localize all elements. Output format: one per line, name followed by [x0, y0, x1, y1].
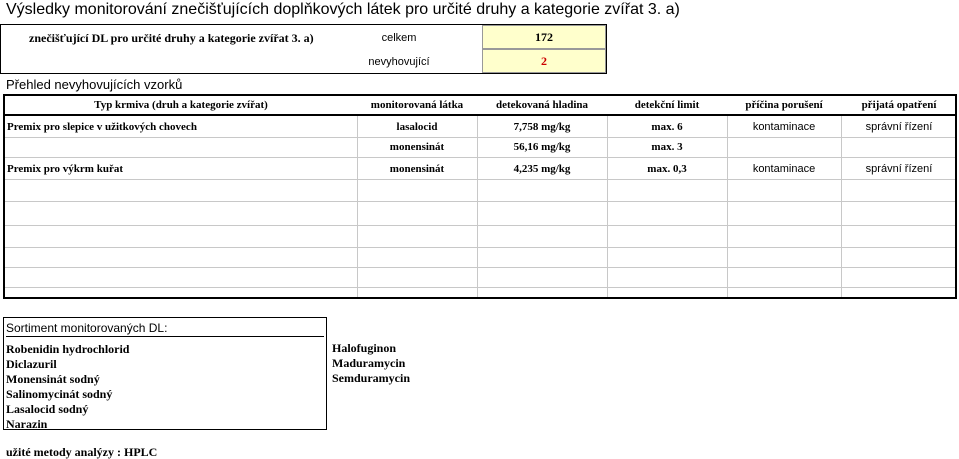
cell-feed-type [7, 138, 357, 157]
table-row [5, 138, 955, 158]
list-item: Narazin [6, 417, 48, 431]
cell-measures [841, 138, 957, 157]
grid-line [607, 116, 608, 297]
grid-line [357, 116, 358, 297]
cell-measures: správní řízení [865, 163, 933, 175]
table-row [5, 116, 955, 138]
cell-substance: monensinát [389, 141, 445, 153]
cell-detection-limit: max. 3 [651, 141, 683, 153]
empty-row [5, 248, 955, 268]
list-item: Monensinát sodný [6, 372, 100, 386]
header-detection-limit: detekční limit [634, 99, 700, 111]
summary-box [0, 24, 607, 74]
analysis-method: užité metody analýzy : HPLC [6, 445, 158, 459]
header-measures: přijatá opatření [861, 99, 937, 111]
list-item: Maduramycin [332, 356, 406, 370]
list-item: Lasalocid sodný [6, 402, 89, 416]
empty-row [5, 226, 955, 248]
cell-feed-type: Premix pro výkrm kuřat [7, 163, 123, 175]
summary-label: znečišťující DL pro určité druhy a kategorie zvířat 3. a) [29, 31, 314, 45]
table-row [5, 158, 955, 180]
grid-line [841, 116, 842, 297]
list-item: Semduramycin [332, 371, 410, 385]
cell-detected-level: 7,758 mg/kg [513, 121, 571, 133]
cell-detected-level: 56,16 mg/kg [513, 141, 571, 153]
empty-row [5, 268, 955, 288]
cell-feed-type: Premix pro slepice v užitkových chovech [7, 121, 197, 133]
section-title: Přehled nevyhovujících vzorků [6, 77, 183, 92]
nonconforming-label: nevyhovující [368, 56, 430, 68]
cell-substance: monensinát [389, 163, 445, 175]
cell-detected-level: 4,235 mg/kg [513, 163, 571, 175]
header-cause: příčina porušení [745, 99, 823, 111]
grid-line [477, 116, 478, 297]
cell-detection-limit: max. 6 [651, 121, 683, 133]
empty-row [5, 202, 955, 226]
assortment-title: Sortiment monitorovaných DL: [6, 320, 324, 337]
assortment-box [3, 317, 327, 430]
total-value: 172 [482, 25, 606, 49]
results-table [3, 94, 957, 299]
cell-detection-limit: max. 0,3 [647, 163, 687, 175]
list-item: Salinomycinát sodný [6, 387, 113, 401]
page-title: Výsledky monitorování znečišťujících doplňkových látek pro určité druhy a kategorie zvířat 3. a) [6, 1, 680, 18]
cell-substance: lasalocid [396, 121, 438, 133]
nonconforming-value: 2 [482, 49, 606, 73]
empty-row [5, 180, 955, 202]
list-item: Halofuginon [332, 341, 397, 355]
header-substance: monitorovaná látka [370, 99, 464, 111]
grid-line [727, 116, 728, 297]
list-item: Diclazuril [6, 357, 57, 371]
header-feed-type: Typ krmiva (druh a kategorie zvířat) [94, 99, 268, 111]
total-label: celkem [381, 32, 417, 44]
assortment-list-2 [332, 341, 410, 386]
cell-cause [727, 138, 841, 157]
cell-cause: kontaminace [752, 163, 816, 175]
table-header-row [5, 96, 955, 116]
list-item: Robenidin hydrochlorid [6, 342, 130, 356]
cell-measures: správní řízení [865, 121, 933, 133]
cell-cause: kontaminace [752, 121, 816, 133]
assortment-list-1 [6, 342, 129, 432]
header-detected-level: detekovaná hladina [496, 99, 588, 111]
